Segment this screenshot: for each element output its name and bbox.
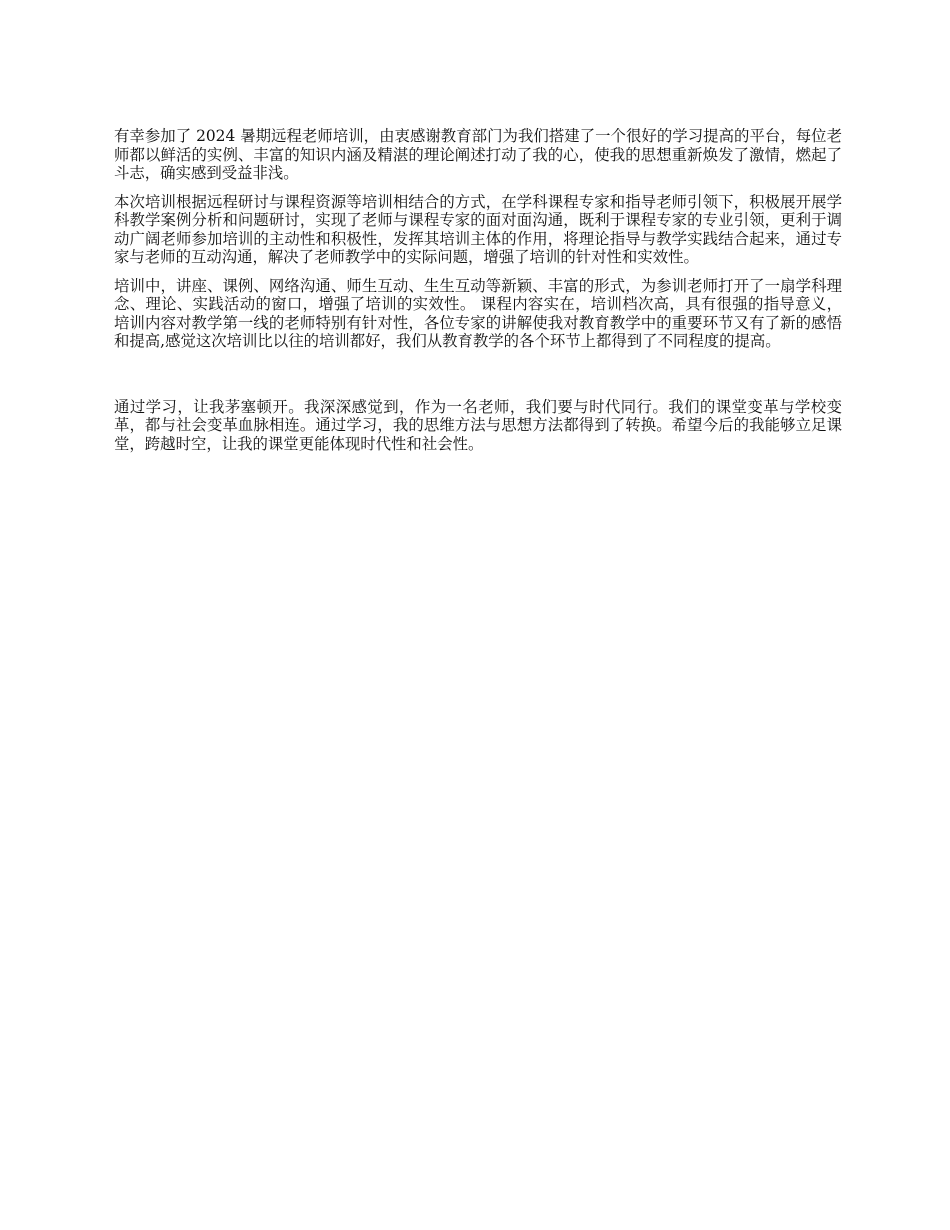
paragraph-spacer xyxy=(114,361,842,398)
paragraph-1: 有幸参加了 2024 暑期远程老师培训，由衷感谢教育部门为我们搭建了一个很好的学习提高的平台，每位老师都以鲜活的实例、丰富的知识内涵及精湛的理论阐述打动了我的心，使我的思想重新焕发了激情，燃起了斗志，确实感到受益非浅。 xyxy=(114,127,842,182)
paragraph-4: 通过学习，让我茅塞顿开。我深深感觉到，作为一名老师，我们要与时代同行。我们的课堂变革与学校变革，都与社会变革血脉相连。通过学习，我的思维方法与思想方法都得到了转换。希望今后的我能够立足课堂，跨越时空，让我的课堂更能体现时代性和社会性。 xyxy=(114,397,842,453)
document-body xyxy=(114,127,842,463)
paragraph-3: 培训中，讲座、课例、网络沟通、师生互动、生生互动等新颖、丰富的形式，为参训老师打开了一扇学科理念、理论、实践活动的窗口，增强了培训的实效性。 课程内容实在，培训档次高，具有很强的指导意义，培训内容对教学第一线的老师特别有针对性，各位专家的讲解使我对教育教学中的重要环节又有了新的感悟和提高,感觉这次培训比以往的培训都好，我们从教育教学的各个环节上都得到了不同程度的提高。 xyxy=(114,276,842,350)
paragraph-2: 本次培训根据远程研讨与课程资源等培训相结合的方式，在学科课程专家和指导老师引领下，积极展开展学科教学案例分析和问题研讨，实现了老师与课程专家的面对面沟通，既利于课程专家的专业引领，更利于调动广阔老师参加培训的主动性和积极性，发挥其培训主体的作用，将理论指导与教学实践结合起来，通过专家与老师的互动沟通，解决了老师教学中的实际问题，增强了培训的针对性和实效性。 xyxy=(114,192,842,266)
